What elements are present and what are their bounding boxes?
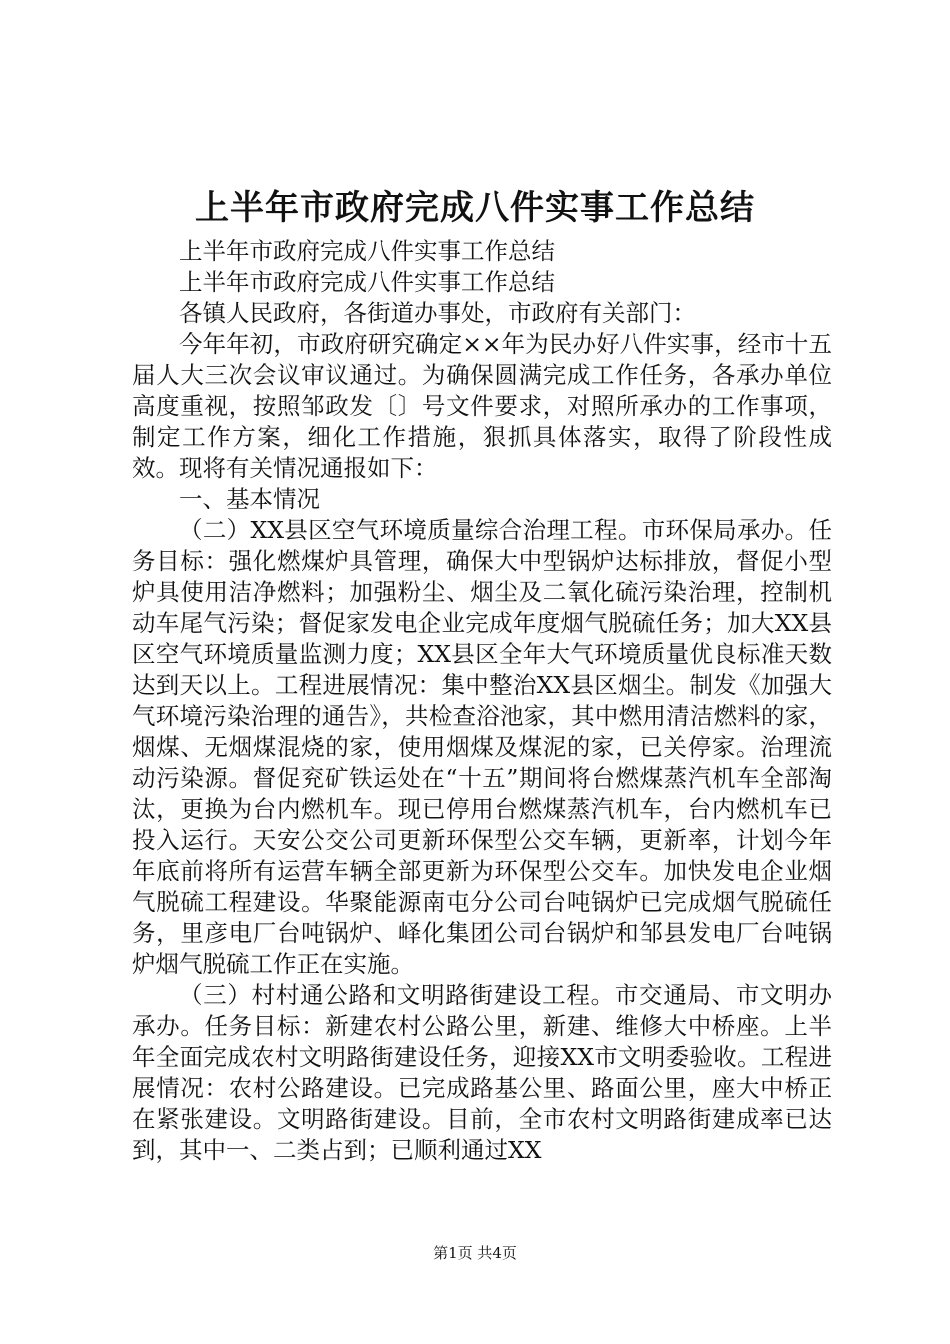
paragraph-subtitle-2: 上半年市政府完成八件实事工作总结	[179, 268, 555, 296]
paragraph-subtitle-1: 上半年市政府完成八件实事工作总结	[179, 237, 555, 265]
document-body	[132, 236, 832, 1166]
paragraph-salutation: 各镇人民政府，各街道办事处，市政府有关部门：	[179, 299, 696, 327]
paragraph-intro: 今年年初，市政府研究确定××年为民办好八件实事，经市十五届人大三次会议审议通过。为确保圆满完成工作任务，各承办单位高度重视，按照邹政发〔〕号文件要求，对照所承办的工作事项，制定工作方案，细化工作措施，狠抓具体落实，取得了阶段性成效。现将有关情况通报如下：	[132, 330, 832, 482]
section-heading-basic-situation: 一、基本情况	[179, 485, 320, 513]
paragraph-road-project: （三）村村通公路和文明路街建设工程。市交通局、市文明办承办。任务目标：新建农村公路公里，新建、维修大中桥座。上半年全面完成农村文明路街建设任务，迎接XX市文明委验收。工程进展情况：农村公路建设。已完成路基公里、路面公里，座大中桥正在紧张建设。文明路街建设。目前，全市农村文明路街建成率已达到，其中一、二类占到；已顺利通过XX	[132, 981, 832, 1164]
document-title: 上半年市政府完成八件实事工作总结	[195, 188, 755, 228]
paragraph-air-quality-project: （二）XX县区空气环境质量综合治理工程。市环保局承办。任务目标：强化燃煤炉具管理，确保大中型锅炉达标排放，督促小型炉具使用洁净燃料；加强粉尘、烟尘及二氧化硫污染治理，控制机动车尾气污染；督促家发电企业完成年度烟气脱硫任务；加大XX县区空气环境质量监测力度；XX县区全年大气环境质量优良标准天数达到天以上。工程进展情况：集中整治XX县区烟尘。制发《加强大气环境污染治理的通告》，共检查浴池家，其中燃用清洁燃料的家，烟煤、无烟煤混烧的家，使用烟煤及煤泥的家，已关停家。治理流动污染源。督促兖矿铁运处在“十五”期间将台燃煤蒸汽机车全部淘汰，更换为台内燃机车。现已停用台燃煤蒸汽机车，台内燃机车已投入运行。天安公交公司更新环保型公交车辆，更新率，计划今年年底前将所有运营车辆全部更新为环保型公交车。加快发电企业烟气脱硫工程建设。华聚能源南屯分公司台吨锅炉已完成烟气脱硫任务，里彦电厂台吨锅炉、峄化集团公司台锅炉和邹县发电厂台吨锅炉烟气脱硫工作正在实施。	[132, 516, 832, 978]
page-footer: 第1页 共4页	[433, 1244, 517, 1262]
